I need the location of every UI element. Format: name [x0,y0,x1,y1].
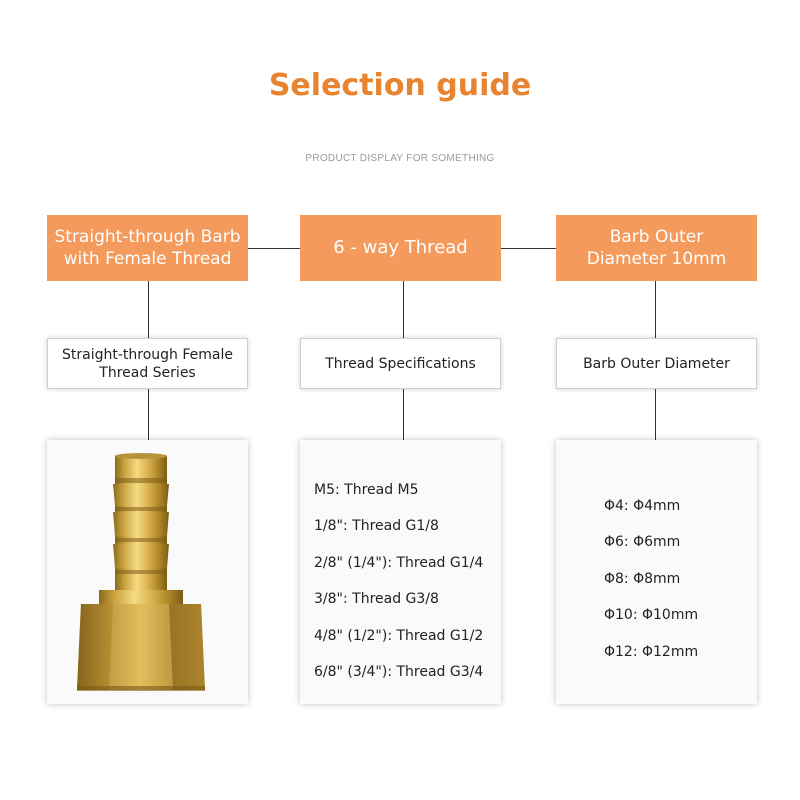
connector-h1 [248,248,300,249]
heading-barb-female: Straight-through Barb with Female Thread [54,227,241,269]
connector-v3a [655,281,656,338]
subheading-thread-specs: Thread Specifications [325,355,476,372]
list-item: Φ6: Φ6mm [604,534,681,551]
heading-thread: 6 - way Thread [333,237,468,258]
connector-h2 [501,248,556,249]
connector-v1b [148,389,149,440]
connector-v3b [655,389,656,440]
heading-box-barb-diameter [556,215,757,281]
heading-barb-diameter: Barb Outer Diameter 10mm [586,227,727,269]
barb-diameter-panel [556,440,757,704]
connector-v2a [403,281,404,338]
list-item: 2/8" (1/4"): Thread G1/4 [314,554,484,571]
subheading-box-barb-outer [556,338,757,389]
subheading-barb-outer: Barb Outer Diameter [583,355,730,372]
subheading-box-series [47,338,248,389]
list-item: 6/8" (3/4"): Thread G3/4 [314,663,484,680]
list-item: 4/8" (1/2"): Thread G1/2 [314,627,484,644]
list-item: Φ10: Φ10mm [604,607,699,624]
barb-diameter-list [604,496,698,678]
brass-fitting-image [47,440,248,704]
heading-box-thread [300,215,501,281]
list-item: 3/8": Thread G3/8 [314,591,439,608]
connector-v2b [403,389,404,440]
list-item: Φ12: Φ12mm [604,643,699,660]
list-item: 1/8": Thread G1/8 [314,518,439,535]
connector-v1a [148,281,149,338]
list-item: Φ4: Φ4mm [604,498,681,514]
thread-spec-panel [300,440,501,704]
list-item: Φ8: Φ8mm [604,570,681,587]
subheading-series: Straight-through Female Thread Series [62,346,233,381]
product-image-panel [47,440,248,704]
list-item: M5: Thread M5 [314,482,419,498]
thread-spec-list [314,480,483,698]
page-title: Selection guide [268,68,532,103]
page-subtitle: PRODUCT DISPLAY FOR SOMETHING [305,153,495,164]
subheading-box-thread-specs [300,338,501,389]
heading-box-barb-female [47,215,248,281]
